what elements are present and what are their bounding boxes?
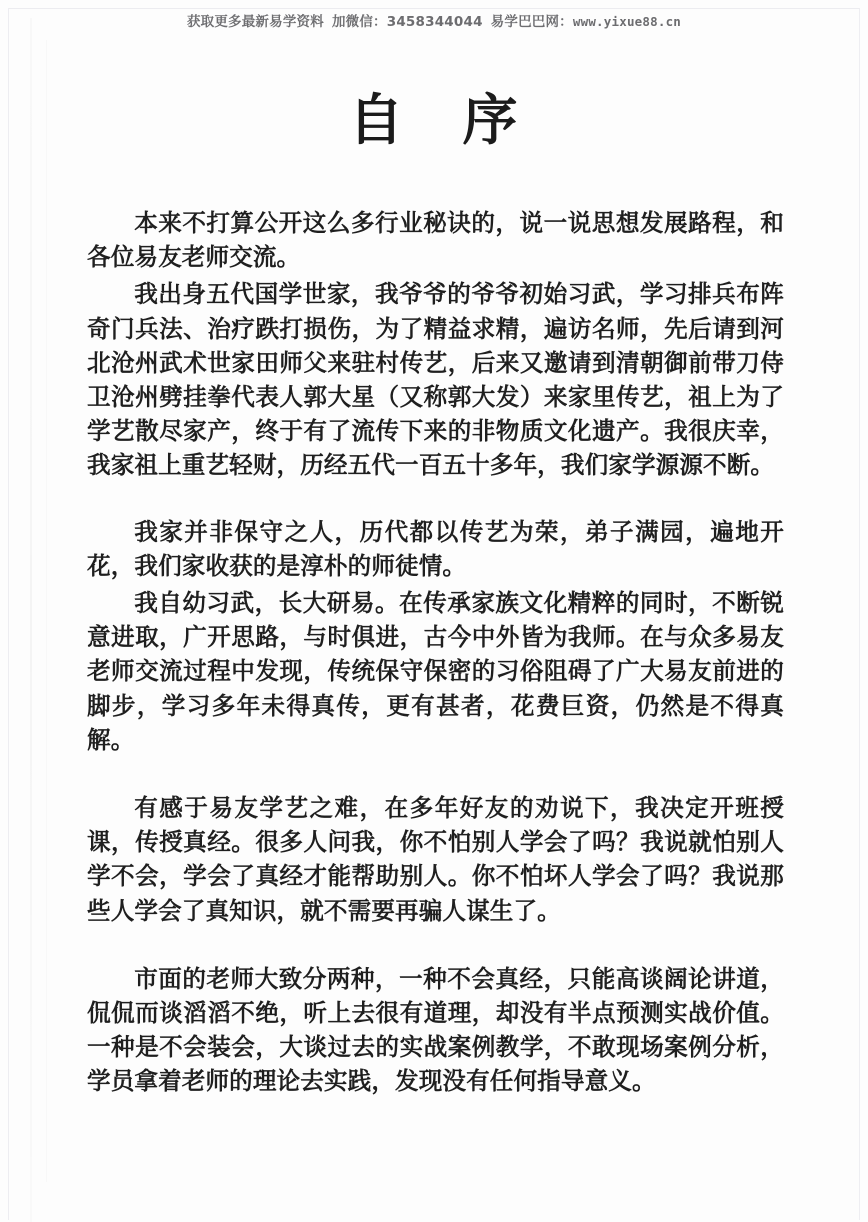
watermark-promo-text: 获取更多最新易学资料 (186, 14, 324, 30)
paragraph: 本来不打算公开这么多行业秘诀的，说一说思想发展路程，和各位易友老师交流。 (87, 209, 784, 272)
watermark-site-label: 易学巴巴网： (490, 14, 573, 30)
paragraph: 我出身五代国学世家，我爷爷的爷爷初始习武，学习排兵布阵奇门兵法、治疗跌打损伤，为了精益求精，遍访名师，先后请到河北沧州武术世家田师父来驻村传艺，后来又邀请到清朝御前带刀侍卫沧州劈挂拳代表人郭大星（又称郭大发）来家里传艺，祖上为了学艺散尽家产，终于有了流传下来的非物质文化遗产。我很庆幸，我家祖上重艺轻财，历经五代一百五十多年，我们家学源源不断。 (87, 280, 784, 480)
paragraph: 我家并非保守之人，历代都以传艺为荣，弟子满园，遍地开花，我们家收获的是淳朴的师徒情。 (87, 517, 784, 580)
watermark-wechat-text: 加微信：3458344044 (331, 14, 483, 30)
scan-artifact-streak (30, 18, 32, 1222)
body-text-column (87, 206, 784, 1099)
paragraph: 市面的老师大致分两种，一种不会真经，只能高谈阔论讲道，侃侃而谈滔滔不绝，听上去很有道理，却没有半点预测实战价值。一种是不会装会，大谈过去的实战案例教学，不敢现场案例分析，学员拿着老师的理论去实践，发现没有任何指导意义。 (87, 964, 784, 1096)
watermark-header (0, 10, 868, 30)
scan-artifact-streak-secondary (46, 40, 47, 1182)
watermark-site-url: www.yixue88.cn (572, 14, 682, 29)
paragraph: 我自幼习武，长大研易。在传承家族文化精粹的同时，不断锐意进取，广开思路，与时俱进，古今中外皆为我师。在与众多易友老师交流过程中发现，传统保守保密的习俗阻碍了广大易友前进的脚步，学习多年未得真传，更有甚者，花费巨资，仍然是不得真解。 (87, 589, 784, 754)
paragraph: 有感于易友学艺之难，在多年好友的劝说下，我决定开班授课，传授真经。很多人问我，你不怕别人学会了吗？我说就怕别人学不会，学会了真经才能帮助别人。你不怕坏人学会了吗？我说那些人学会了真知识，就不需要再骗人谋生了。 (87, 794, 784, 925)
page-title: 自 序 (348, 87, 520, 152)
